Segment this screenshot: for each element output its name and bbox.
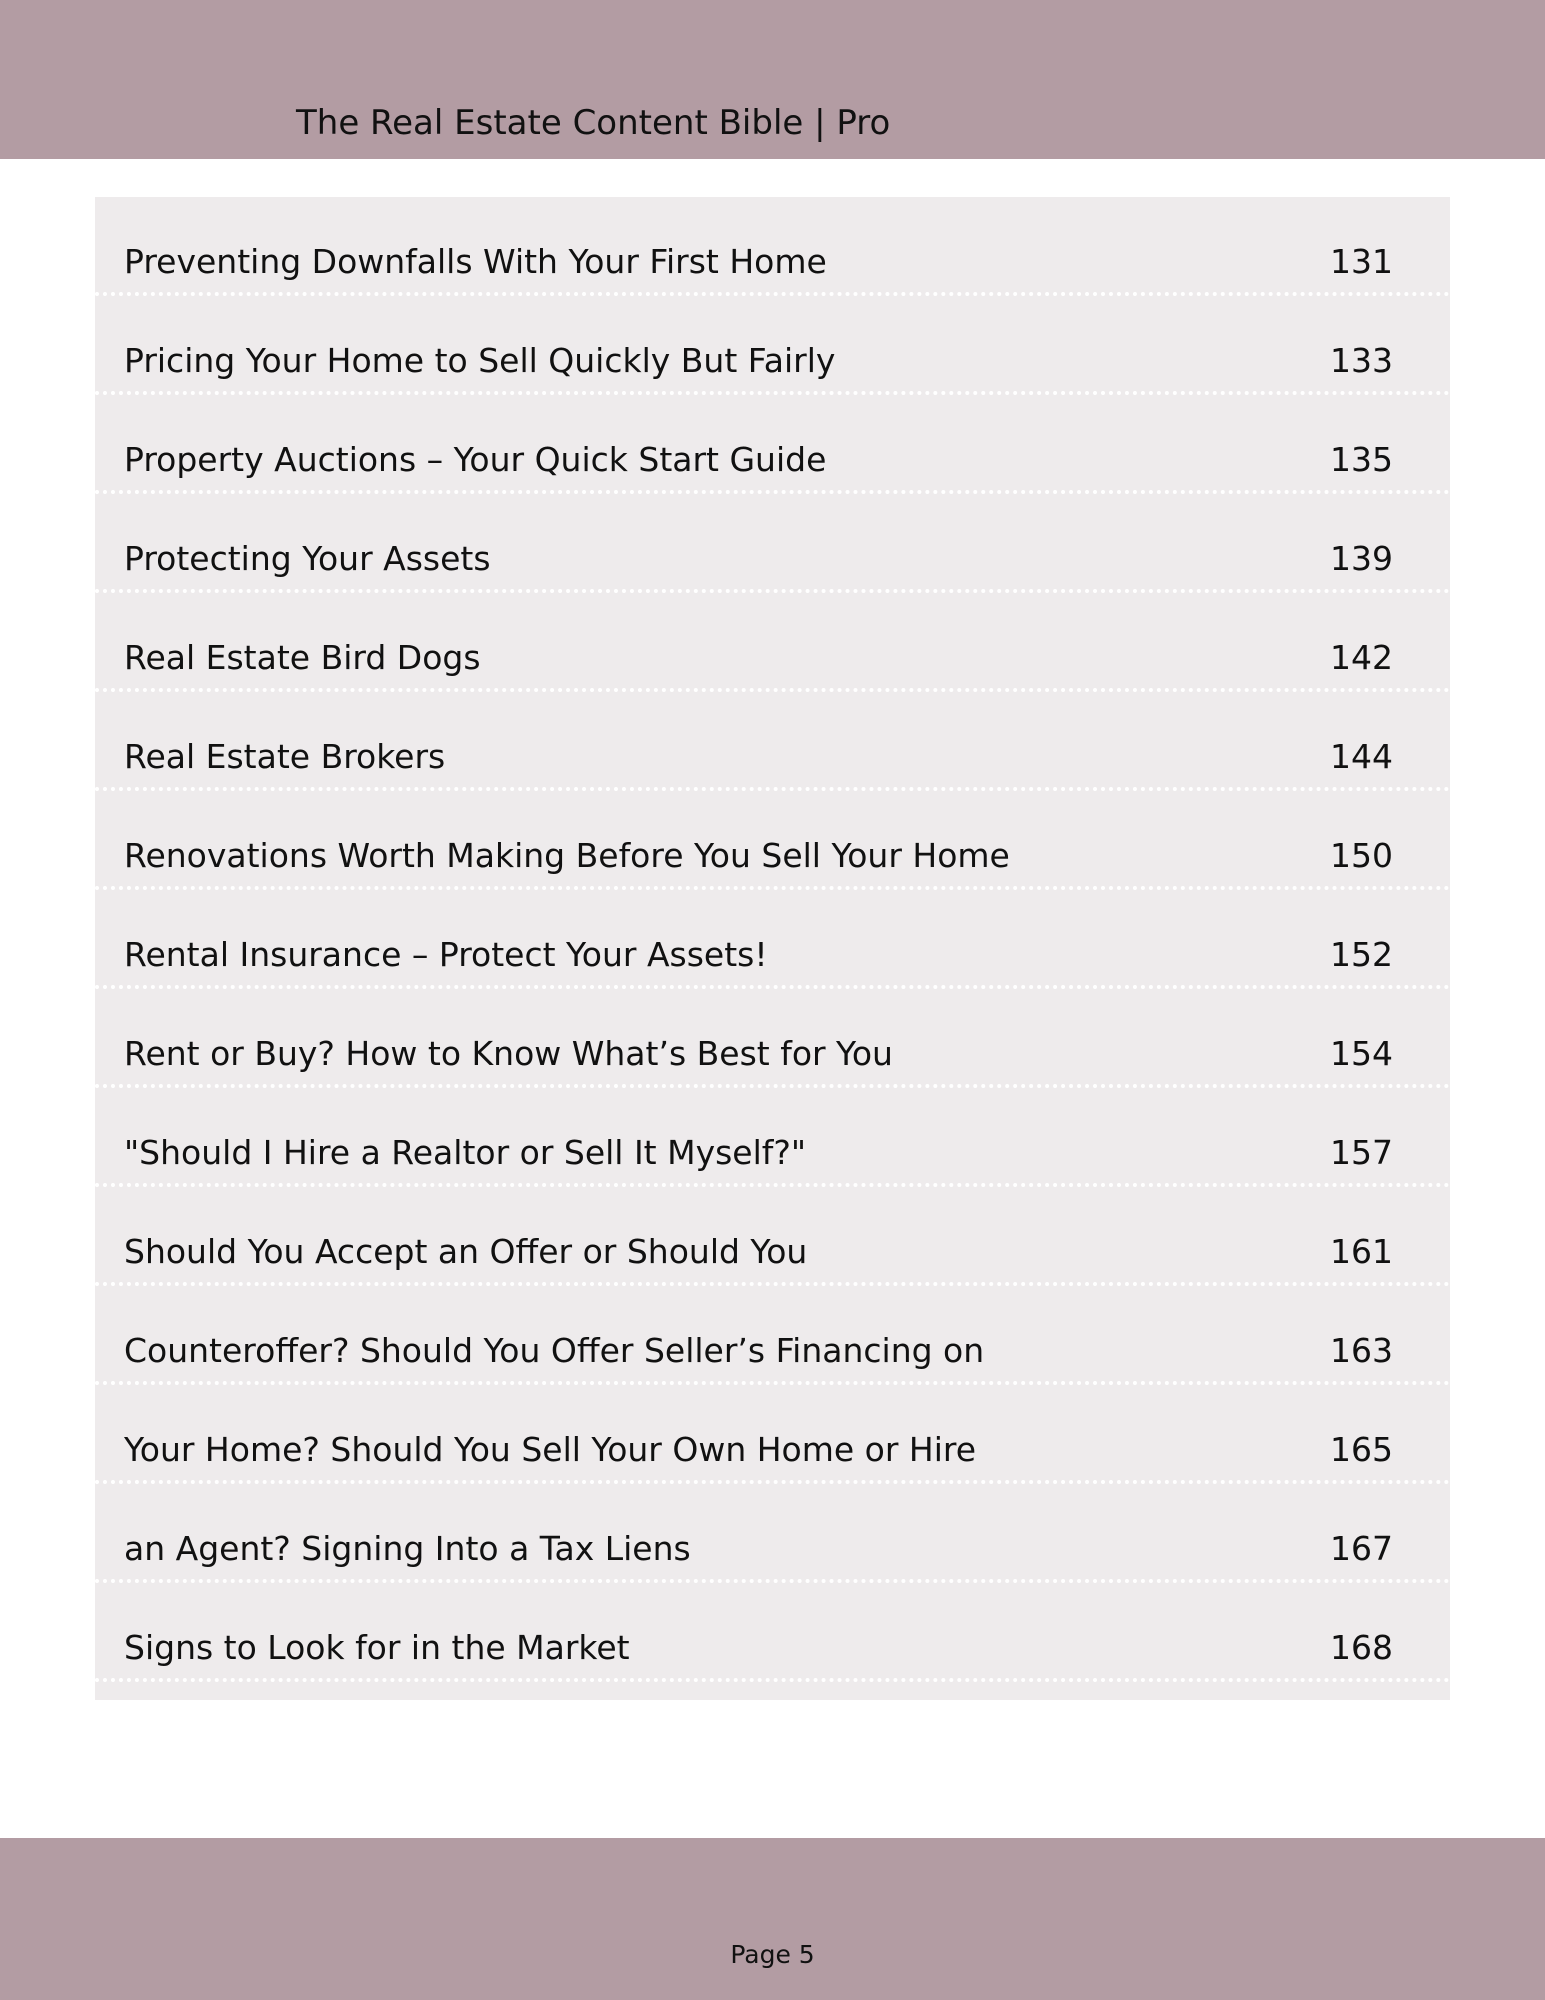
toc-entry-title: Property Auctions – Your Quick Start Guide xyxy=(124,440,827,479)
toc-entry-title: Renovations Worth Making Before You Sell Your Home xyxy=(124,836,1010,875)
footer-band xyxy=(0,1838,1545,2000)
header-band xyxy=(0,0,1545,159)
toc-entry-page: 154 xyxy=(1330,1034,1393,1073)
toc-entry[interactable] xyxy=(95,692,1450,791)
toc-entry-page: 133 xyxy=(1330,341,1393,380)
toc-entry-page: 135 xyxy=(1330,440,1393,479)
toc-entry-page: 142 xyxy=(1330,638,1393,677)
toc-entry-title: Protecting Your Assets xyxy=(124,539,491,578)
toc-entry[interactable] xyxy=(95,494,1450,593)
toc-entry[interactable] xyxy=(95,890,1450,989)
toc-entry-page: 150 xyxy=(1330,836,1393,875)
toc-entry-page: 163 xyxy=(1330,1331,1393,1370)
toc-entry-title: Rent or Buy? How to Know What’s Best for You xyxy=(124,1034,893,1073)
toc-entry[interactable] xyxy=(95,593,1450,692)
toc-entry-title: Your Home? Should You Sell Your Own Home or Hire xyxy=(124,1430,977,1469)
toc-entry-page: 168 xyxy=(1330,1628,1393,1667)
page-number: Page 5 xyxy=(730,1940,815,1969)
toc-entry-title: an Agent? Signing Into a Tax Liens xyxy=(124,1529,691,1568)
toc-entry[interactable] xyxy=(95,791,1450,890)
toc-entry-title: Preventing Downfalls With Your First Home xyxy=(124,242,827,281)
toc-entry-title: Signs to Look for in the Market xyxy=(124,1628,630,1667)
toc-entry[interactable] xyxy=(95,1484,1450,1583)
toc-entry-title: Counteroffer? Should You Offer Seller’s Financing on xyxy=(124,1331,985,1370)
toc-entry-page: 139 xyxy=(1330,539,1393,578)
toc-entry[interactable] xyxy=(95,1187,1450,1286)
toc-entry-title: Should You Accept an Offer or Should You xyxy=(124,1232,808,1271)
toc-entry-page: 131 xyxy=(1330,242,1393,281)
toc-entry-page: 152 xyxy=(1330,935,1393,974)
toc-entry[interactable] xyxy=(95,395,1450,494)
toc-entry[interactable] xyxy=(95,197,1450,296)
toc-entry-page: 157 xyxy=(1330,1133,1393,1172)
table-of-contents xyxy=(95,197,1450,1700)
document-title: The Real Estate Content Bible | Pro xyxy=(296,103,891,143)
toc-entry[interactable] xyxy=(95,1583,1450,1682)
toc-entry-page: 144 xyxy=(1330,737,1393,776)
toc-entry-title: Pricing Your Home to Sell Quickly But Fairly xyxy=(124,341,836,380)
toc-entry[interactable] xyxy=(95,1286,1450,1385)
toc-entry[interactable] xyxy=(95,296,1450,395)
toc-entry[interactable] xyxy=(95,1385,1450,1484)
toc-entry-title: Rental Insurance – Protect Your Assets! xyxy=(124,935,768,974)
toc-entry-title: Real Estate Bird Dogs xyxy=(124,638,481,677)
toc-entry-title: "Should I Hire a Realtor or Sell It Myself?" xyxy=(124,1133,807,1172)
toc-entry-page: 167 xyxy=(1330,1529,1393,1568)
toc-entry-page: 161 xyxy=(1330,1232,1393,1271)
toc-entry-page: 165 xyxy=(1330,1430,1393,1469)
toc-entry[interactable] xyxy=(95,1088,1450,1187)
toc-entry[interactable] xyxy=(95,989,1450,1088)
toc-entry-title: Real Estate Brokers xyxy=(124,737,446,776)
